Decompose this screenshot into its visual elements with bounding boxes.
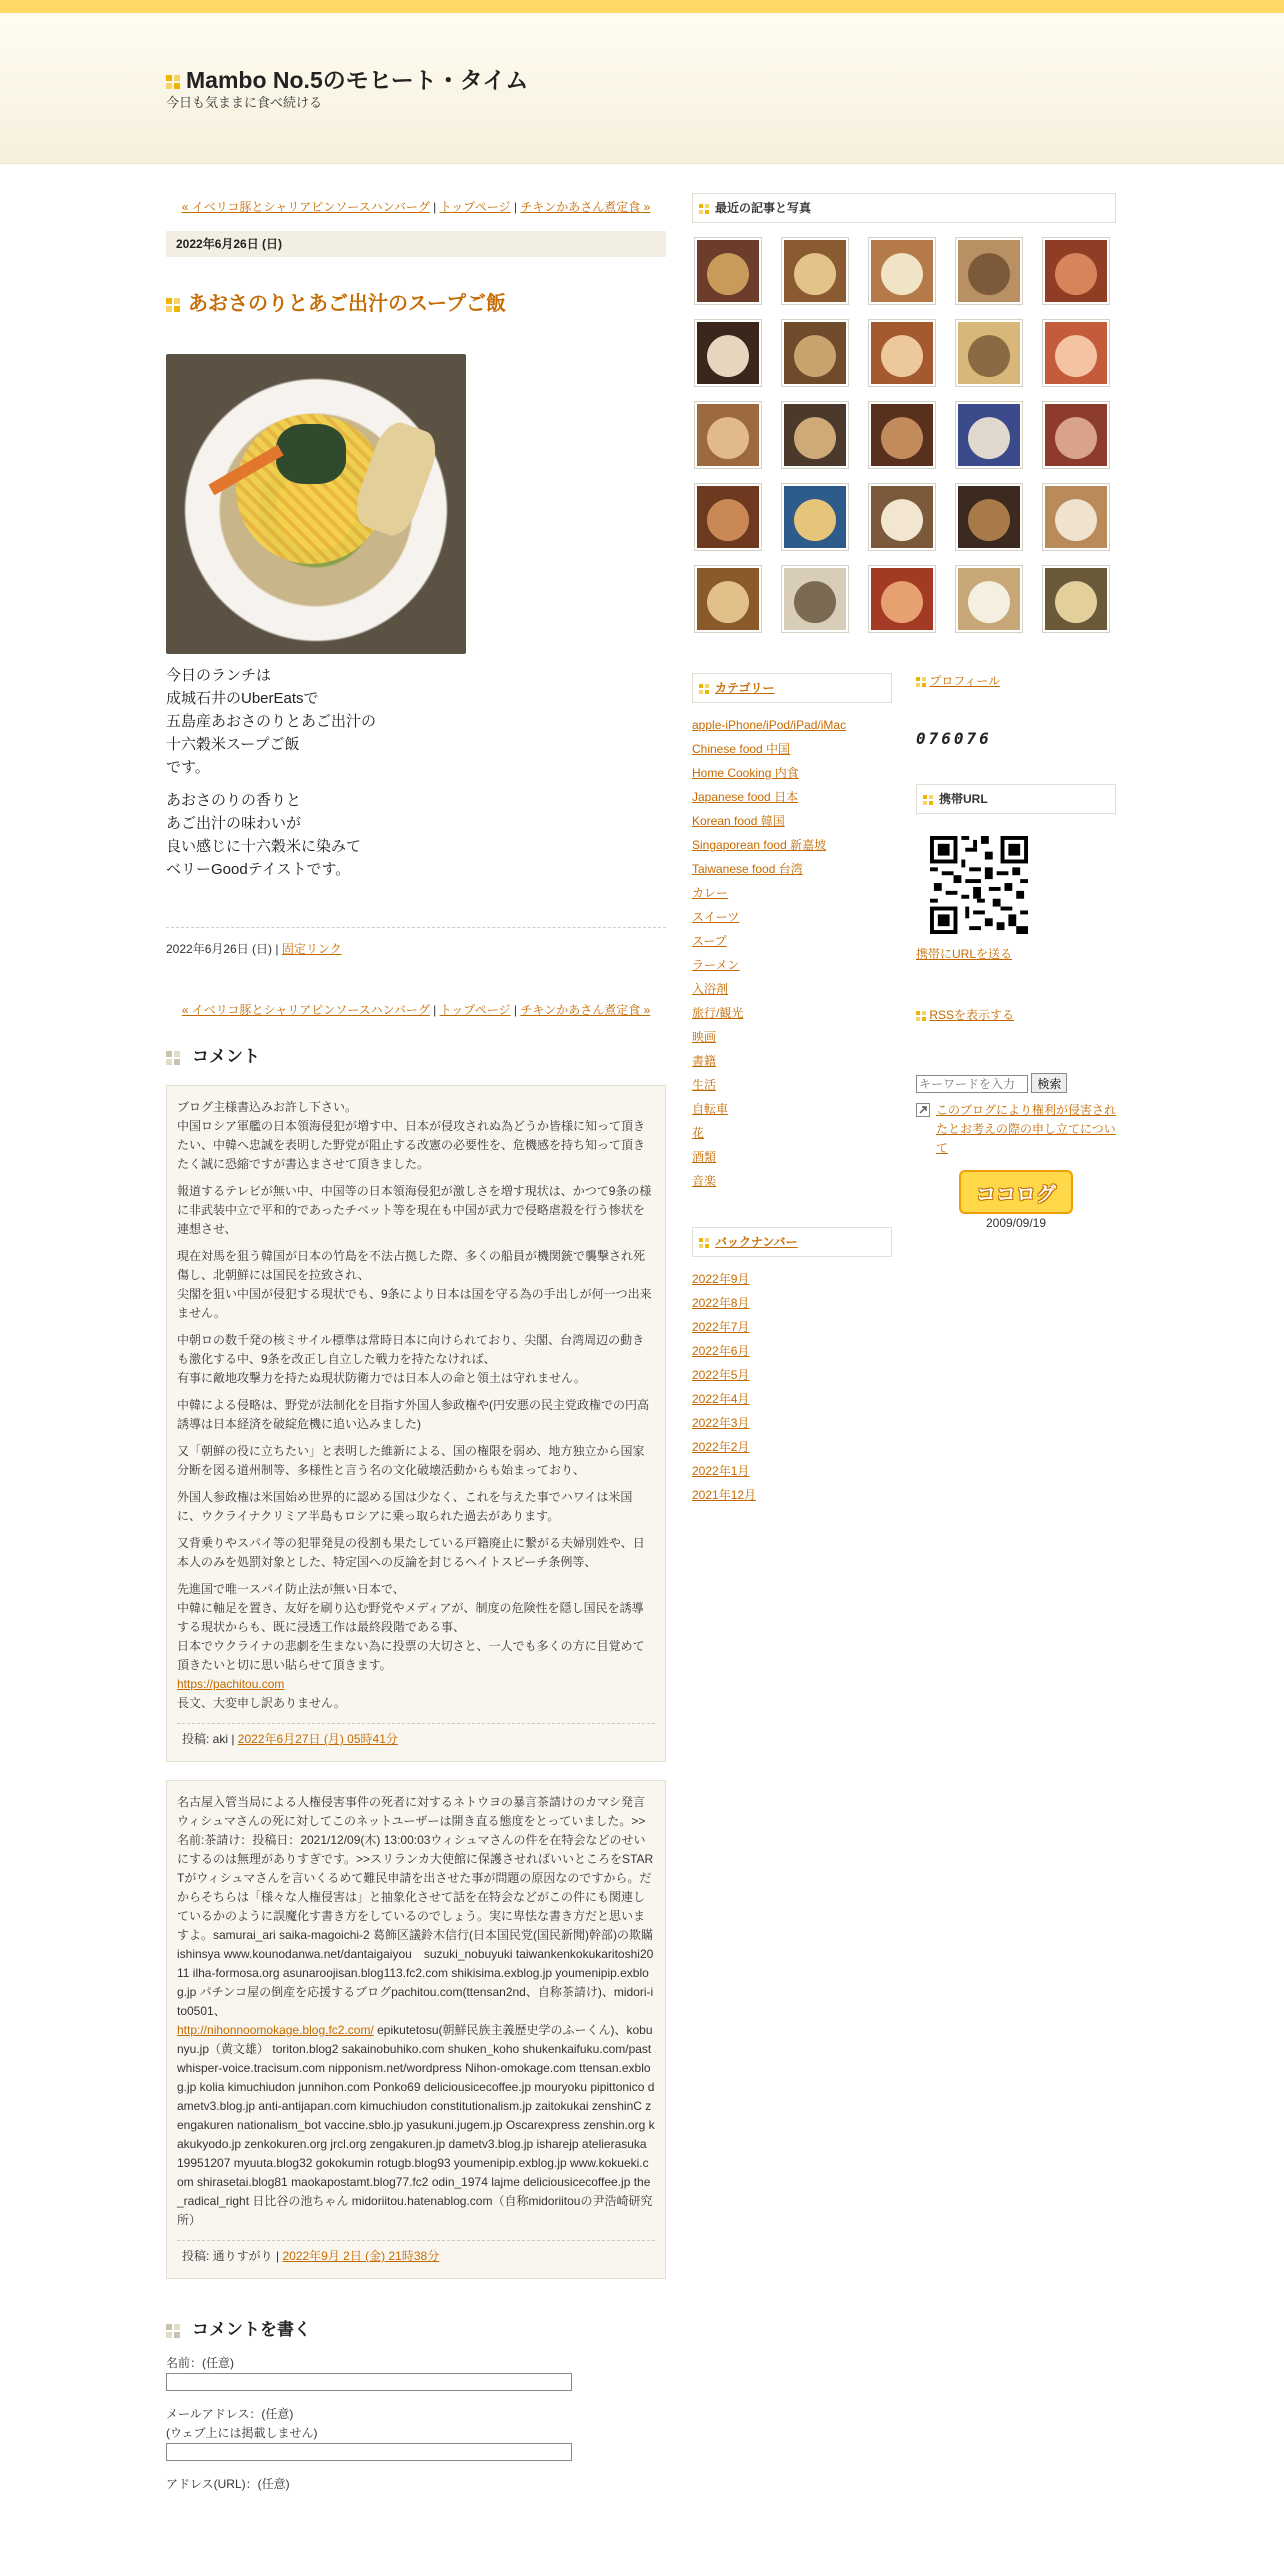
comment-item: [166, 1780, 666, 2279]
thumbnail-image: [871, 568, 933, 630]
post-nav-top: [166, 198, 666, 217]
email-field[interactable]: [166, 2443, 572, 2461]
category-link[interactable]: ラーメン: [692, 958, 740, 972]
search-form: [916, 1073, 1116, 1093]
post-line: 五島産あおさのりとあご出汁の: [166, 713, 377, 730]
profile-heading: [916, 667, 1116, 695]
category-link[interactable]: 旅行/観光: [692, 1006, 744, 1020]
backnumber-link[interactable]: 2022年3月: [692, 1416, 750, 1430]
post-body: [166, 664, 666, 881]
comment-link[interactable]: https://pachitou.com: [177, 1677, 285, 1691]
thumbnail-image: [1045, 322, 1107, 384]
permalink[interactable]: 固定リンク: [281, 942, 342, 956]
sidebar: [692, 193, 1117, 1502]
thumbnail-image: [784, 404, 846, 466]
thumbnail-image: [1045, 486, 1107, 548]
comment-link[interactable]: http://nihonnoomokage.blog.fc2.com/: [177, 2023, 374, 2037]
main-column: [166, 198, 666, 2494]
thumbnail-image: [958, 404, 1020, 466]
post-line: ベリーGoodテイストです。: [166, 861, 351, 878]
recent-post-thumbnail[interactable]: [1042, 237, 1110, 305]
thumbnail-image: [697, 486, 759, 548]
rss-row: [916, 1006, 1116, 1023]
recent-post-thumbnail[interactable]: [868, 483, 936, 551]
recent-post-thumbnail[interactable]: [694, 237, 762, 305]
thumbnail-image: [1045, 404, 1107, 466]
mobile-link-row: [916, 945, 1116, 962]
recent-posts-heading-text: 最近の記事と写真: [715, 201, 812, 215]
thumbnail-image: [697, 404, 759, 466]
recent-post-thumbnail[interactable]: [781, 565, 849, 633]
thumbnail-image: [784, 322, 846, 384]
category-link[interactable]: Singaporean food 新嘉坡: [692, 838, 827, 852]
category-link[interactable]: Japanese food 日本: [692, 790, 799, 804]
category-link[interactable]: Home Cooking 内食: [692, 766, 799, 780]
category-link[interactable]: 入浴剤: [692, 982, 729, 996]
sidebar-right-column: [916, 673, 1116, 1230]
backnumber-heading: [692, 1227, 892, 1257]
comment-form-heading: [166, 2315, 666, 2340]
comment-author: 投稿: aki |: [182, 1732, 238, 1746]
post-line: 十六穀米スープご飯: [166, 736, 300, 753]
recent-post-thumbnail[interactable]: [694, 565, 762, 633]
category-link[interactable]: apple-iPhone/iPod/iPad/iMac: [692, 718, 847, 732]
profile-link[interactable]: プロフィール: [929, 674, 1001, 688]
next-post-link[interactable]: チキンかあさん煮定食 »: [520, 200, 651, 214]
comment-timestamp-link[interactable]: 2022年9月 2日 (金) 21時38分: [282, 2249, 440, 2263]
post-title-text: あおさのりとあご出汁のスープご飯: [188, 293, 506, 315]
recent-post-thumbnail[interactable]: [781, 483, 849, 551]
heading-square-icon: [916, 677, 926, 687]
recent-photo-grid: [694, 237, 1116, 633]
prev-post-link[interactable]: « イベリコ豚とシャリアピンソースハンバーグ: [181, 200, 430, 214]
sidebar-left-column: [692, 673, 892, 1507]
recent-post-thumbnail[interactable]: [868, 401, 936, 469]
post-paragraph-1: [166, 664, 666, 779]
backnumber-link[interactable]: 2022年8月: [692, 1296, 750, 1310]
prev-post-link[interactable]: « イベリコ豚とシャリアピンソースハンバーグ: [181, 1003, 430, 1017]
heading-square-icon: [916, 1011, 926, 1021]
comments-heading: [166, 1042, 666, 1067]
recent-post-thumbnail[interactable]: [1042, 319, 1110, 387]
recent-post-thumbnail[interactable]: [781, 401, 849, 469]
categories-heading: [692, 673, 892, 703]
category-link[interactable]: Chinese food 中国: [692, 742, 791, 756]
recent-post-thumbnail[interactable]: [955, 401, 1023, 469]
comment-author: 投稿: 通りすがり |: [182, 2249, 283, 2263]
recent-post-thumbnail[interactable]: [781, 319, 849, 387]
category-link[interactable]: 書籍: [692, 1054, 717, 1068]
email-note: (ウェブ上には掲載しません): [166, 2426, 318, 2440]
comment-paragraph: 先進国で唯一スパイ防止法が無い日本で、 中韓に軸足を置き、友好を刷り込む野党やメディアが、制度の危険性を隠し国民を誘導する現状からも、既に浸透工作は最終段階である事、 日本でウクライナの悲劇を生まない為に投票の大切さと、一人でも多くの方に目覚めて頂きたいと切に思い貼らせて頂きます。: [177, 1582, 645, 1672]
site-title-text[interactable]: Mambo No.5のモヒート・タイム: [186, 67, 529, 93]
category-link[interactable]: カレー: [692, 886, 729, 900]
comment-text: epikutetosu(朝鮮民族主義歴史学のふーくん)、kobunyu.jp（黄文雄） toriton.blog2 sakainobuhiko.com shuken_koho shukenkaifuku.com/past whisper-voice.tracisum.com nipponism.net/wordpress Nihon-omokage.com ttensan.exblog.jp kolia kimuchiudon junnihon.com Ponko69 deliciousicecoffee.jp mouryoku pipittonico dametv3.blog.jp anti-antijapan.com kimuchiudon constitutionalism.jp zaitokukai zenshinC zengakuren nationalism_bot vaccine.sblo.jp yasukuni.jugem.jp Oscarexpress zenshin.org kakukyodo.jp zenkokuren.org jrcl.org zengakuren.jp dametv3.blog.jp isharejp atelierasuka 19951207 myuuta.blog32 gokokumin rotugb.blog93 youmenipip.exblog.jp www.kokueki.com shirasetai.blog81 maokapostamt.blog77.fc2 odin_1974 lajme deliciousicecoffee.jp the_radical_right 日比谷の池ちゃん midoriitou.hatenablog.com（自称midoriitouの尹浩崎研究所）: [177, 2023, 655, 2227]
title-square-icon: [166, 298, 180, 312]
categories-heading-link[interactable]: カテゴリー: [715, 681, 775, 695]
email-label: メールアドレス：(任意): [166, 2407, 294, 2421]
recent-post-thumbnail[interactable]: [955, 483, 1023, 551]
category-list: [692, 713, 892, 1193]
next-post-link[interactable]: チキンかあさん煮定食 »: [520, 1003, 651, 1017]
backnumber-link[interactable]: 2022年4月: [692, 1392, 750, 1406]
thumbnail-image: [958, 322, 1020, 384]
recent-post-thumbnail[interactable]: [1042, 483, 1110, 551]
access-counter: 076076: [916, 729, 992, 748]
backnumber-link[interactable]: 2022年5月: [692, 1368, 750, 1382]
post-line: 今日のランチは: [166, 667, 272, 684]
recent-post-thumbnail[interactable]: [1042, 565, 1110, 633]
mobile-url-heading: [916, 784, 1116, 814]
thumbnail-image: [697, 240, 759, 302]
comments-heading-text: コメント: [192, 1047, 260, 1066]
heading-square-icon: [923, 795, 933, 805]
top-page-link[interactable]: トップページ: [439, 200, 511, 214]
site-description: 今日も気ままに食べ続ける: [166, 95, 323, 110]
heading-square-icon: [699, 204, 709, 214]
comment-form-heading-text: コメントを書く: [192, 2320, 311, 2339]
search-input[interactable]: [916, 1075, 1028, 1093]
post-photo[interactable]: [166, 354, 466, 654]
category-link[interactable]: 映画: [692, 1030, 717, 1044]
backnumber-link[interactable]: 2022年9月: [692, 1272, 750, 1286]
cocolog-logo[interactable]: ココログ: [959, 1170, 1073, 1214]
recent-post-thumbnail[interactable]: [781, 237, 849, 305]
external-link-icon: [916, 1103, 930, 1117]
comment-paragraph: 現在対馬を狙う韓国が日本の竹島を不法占拠した際、多くの船員が機関銃で襲撃され死傷し、北朝鮮には国民を拉致され、 尖閣を狙い中国が侵犯する現状でも、9条により日本は国を守る為の手出しが何一つ出来ません。: [177, 1249, 652, 1320]
category-link[interactable]: 生活: [692, 1078, 717, 1092]
recent-post-thumbnail[interactable]: [868, 319, 936, 387]
recent-post-thumbnail[interactable]: [955, 565, 1023, 633]
nav-separator: |: [429, 1003, 440, 1017]
thumbnail-image: [697, 568, 759, 630]
rss-link[interactable]: RSSを表示する: [929, 1008, 1015, 1022]
rights-infringement-link[interactable]: このブログにより権利が侵害されたとお考えの際の申し立てについて: [936, 1103, 1117, 1155]
photo-nori: [276, 424, 346, 484]
comment-paragraph: 又「朝鮮の役に立ちたい」と表明した維新による、国の権限を弱め、地方独立から国家分断を図る道州制等、多様性と言う名の文化破壊活動からも始まっており、: [177, 1444, 645, 1477]
recent-post-thumbnail[interactable]: [955, 319, 1023, 387]
nav-separator: |: [510, 200, 521, 214]
recent-post-thumbnail[interactable]: [868, 565, 936, 633]
backnumber-link[interactable]: 2022年6月: [692, 1344, 750, 1358]
rights-notice: [916, 1101, 1116, 1158]
comment-item: [166, 1085, 666, 1762]
post-line: 成城石井のUberEatsで: [166, 690, 319, 707]
backnumber-list: [692, 1267, 892, 1507]
backnumber-heading-link[interactable]: バックナンバー: [715, 1235, 798, 1249]
thumbnail-image: [958, 486, 1020, 548]
comment-paragraph: 報道するテレビが無い中、中国等の日本領海侵犯が激しさを増す現状は、かつて9条の様に非武装中立で平和的であったチベット等を現在も中国が武力で侵略虐殺を行う惨状を連想させ、: [177, 1184, 652, 1236]
thumbnail-image: [697, 322, 759, 384]
comment-paragraph: 又背乗りやスパイ等の犯罪発見の役割も果たしている戸籍廃止に繋がる夫婦別姓や、日本人のみを処罰対象とした、特定国への反論を封じるヘイトスピーチ条例等、: [177, 1536, 645, 1569]
recent-post-thumbnail[interactable]: [955, 237, 1023, 305]
name-label: 名前：(任意): [166, 2356, 234, 2370]
url-label: アドレス(URL)：(任意): [166, 2477, 290, 2491]
comment-meta: [177, 1723, 655, 1749]
thumbnail-image: [958, 568, 1020, 630]
top-accent-bar: [0, 0, 1284, 13]
thumbnail-image: [871, 322, 933, 384]
thumbnail-image: [784, 240, 846, 302]
comment-paragraph: 外国人参政権は米国始め世界的に認める国は少なく、これを与えた事でハワイは米国に、ウクライナクリミア半島もロシアに乗っ取られた過去があります。: [177, 1490, 633, 1523]
category-link[interactable]: スープ: [692, 934, 727, 948]
thumbnail-image: [871, 486, 933, 548]
category-link[interactable]: 花: [692, 1126, 705, 1140]
thumbnail-image: [1045, 568, 1107, 630]
heading-square-icon: [699, 1238, 709, 1248]
nav-separator: |: [510, 1003, 521, 1017]
thumbnail-image: [871, 240, 933, 302]
comment-paragraph: ブログ主様書込みお許し下さい。 中国ロシア軍艦の日本領海侵犯が増す中、日本が侵攻されぬ為どうか皆様に知って頂きたい、中韓へ忠誠を表明した野党が阻止する改憲の必要性を、危機感を持ち知って頂きたく誠に恐縮ですが書込まさせて頂きました。: [177, 1100, 646, 1171]
post-footer: [166, 927, 666, 957]
comment-paragraph: 中韓による侵略は、野党が法制化を目指す外国人参政権や(円安悪の民主党政権での円高誘導は日本経済を破綻危機に追い込みました): [177, 1398, 649, 1431]
date-header: 2022年6月26日 (日): [166, 231, 666, 257]
post-footer-date: 2022年6月26日 (日) |: [166, 942, 282, 956]
category-link[interactable]: 自転車: [692, 1102, 729, 1116]
qr-code-icon: [930, 836, 1028, 934]
top-page-link[interactable]: トップページ: [439, 1003, 511, 1017]
site-title[interactable]: [166, 62, 528, 95]
backnumber-link[interactable]: 2022年2月: [692, 1440, 750, 1454]
nav-separator: |: [429, 200, 440, 214]
comment-meta: [177, 2240, 655, 2266]
comment-text: 名古屋入管当局による人権侵害事件の死者に対するネトウヨの暴言茶請けのカマシ発言ウィシュマさんの死に対してこのネットユーザーは開き直る態度をとっていました。>>名前:茶請け：投稿日：2021/12/09(木) 13:00:03ウィシュマさんの件を在特会などのせいにするのは無理がありすぎです。>>スリランカ大使館に保護させればいいところをSTARTがウィシュマさんを言いくるめて難民申請を出させた事が問題の原因なのですから。だからそちらは「様々な人権侵害は」と抽象化させて話を在特会などがこの件にも関連しているかのように誤魔化す書き方をしているのでしょう。実に卑怯な書き方だと思いますよ。samurai_ari saika-magoichi-2 葛飾区議鈴木信行(日本国民党(国民新聞)幹部)の欺瞞 ishinsya www.kounodanwa.net/dantaigaiyou suzuki_nobuyuki taiwankenkokukaritoshi2011 ilha-formosa.org asunaroojisan.blog113.fc2.com shikisima.exblog.jp youmenipip.exblog.jp パチンコ屋の倒産を応援するブログpachitou.com(ttensan2nd、自称茶請け)、midori-ito0501、: [177, 1795, 666, 2018]
category-link[interactable]: 音楽: [692, 1174, 717, 1188]
recent-post-thumbnail[interactable]: [694, 483, 762, 551]
thumbnail-image: [784, 568, 846, 630]
post-line: あおさのりの香りと: [166, 792, 302, 809]
category-link[interactable]: Taiwanese food 台湾: [692, 862, 803, 876]
post-line: です。: [166, 759, 210, 776]
post-line: 良い感じに十六穀米に染みて: [166, 838, 362, 855]
category-link[interactable]: スイーツ: [692, 910, 740, 924]
send-to-mobile-link[interactable]: 携帯にURLを送る: [916, 947, 1013, 961]
comment-timestamp-link[interactable]: 2022年6月27日 (月) 05時41分: [237, 1732, 398, 1746]
recent-post-thumbnail[interactable]: [1042, 401, 1110, 469]
category-link[interactable]: Korean food 韓国: [692, 814, 785, 828]
recent-post-thumbnail[interactable]: [694, 319, 762, 387]
thumbnail-image: [958, 240, 1020, 302]
heading-square-icon: [699, 684, 709, 694]
backnumber-link[interactable]: 2022年1月: [692, 1464, 750, 1478]
comment-body: [177, 1793, 666, 2230]
post-paragraph-2: [166, 789, 666, 881]
cocolog-date: 2009/09/19: [985, 1216, 1047, 1230]
search-button[interactable]: 検索: [1031, 1073, 1067, 1093]
backnumber-link[interactable]: 2022年7月: [692, 1320, 750, 1334]
thumbnail-image: [784, 486, 846, 548]
recent-post-thumbnail[interactable]: [868, 237, 936, 305]
category-link[interactable]: 酒類: [692, 1150, 717, 1164]
comment-closing: 長文、大変申し訳ありません。: [177, 1696, 346, 1710]
post-nav-bottom: [166, 1001, 666, 1020]
heading-square-icon: [166, 1051, 180, 1065]
post-line: あご出汁の味わいが: [166, 815, 302, 832]
title-square-icon: [166, 75, 180, 89]
recent-posts-heading: [692, 193, 1116, 223]
comment-paragraph: 中朝ロの数千発の核ミサイル標準は常時日本に向けられており、尖閣、台湾周辺の動きも激化する中、9条を改正し自立した戦力を持たなければ、 有事に敵地攻撃力を持たぬ現状防衛力では日本人の命と領土は守れません。: [177, 1333, 645, 1385]
thumbnail-image: [1045, 240, 1107, 302]
mobile-url-heading-text: 携帯URL: [939, 792, 988, 806]
thumbnail-image: [871, 404, 933, 466]
recent-post-thumbnail[interactable]: [694, 401, 762, 469]
post-title: [166, 287, 666, 316]
name-field[interactable]: [166, 2373, 572, 2391]
backnumber-link[interactable]: 2021年12月: [692, 1488, 757, 1502]
heading-square-icon: [166, 2324, 180, 2338]
